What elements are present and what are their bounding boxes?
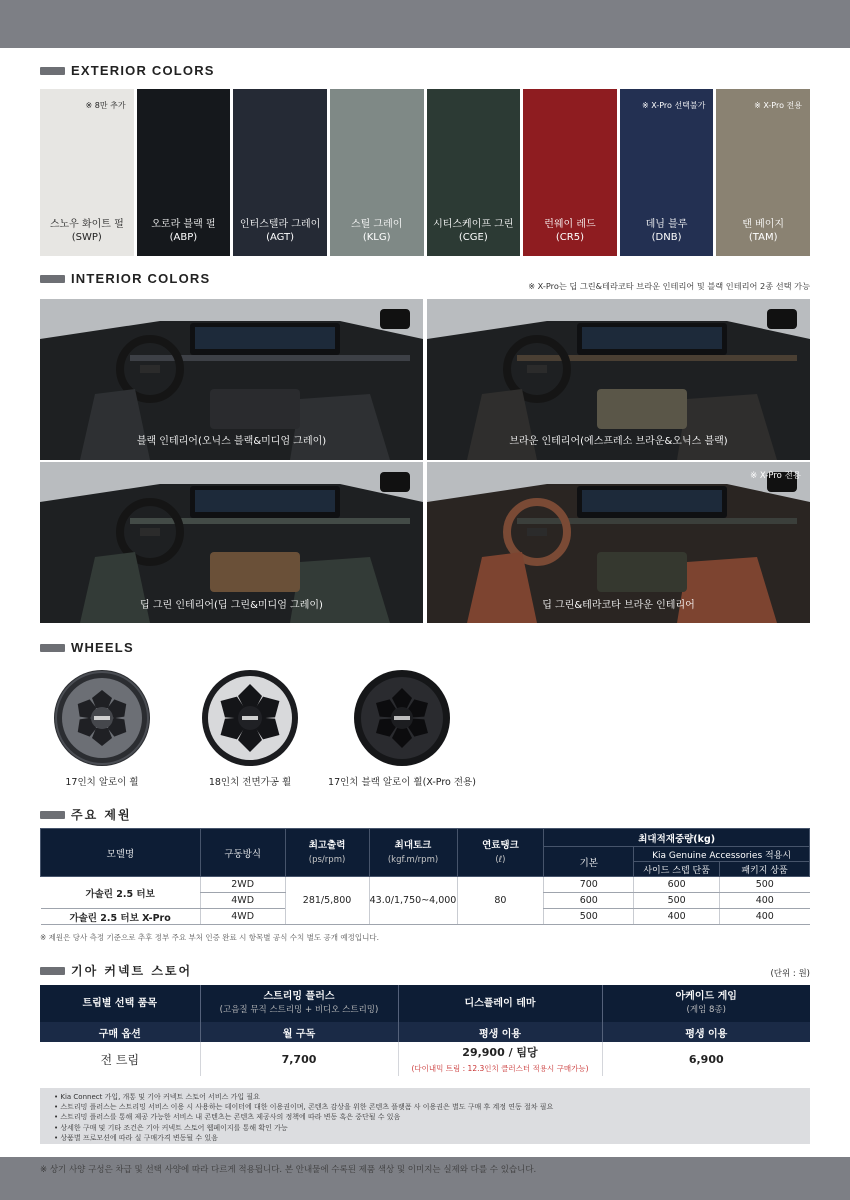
interior-photo	[40, 299, 423, 460]
note-line: • Kia Connect 가입, 개통 및 기아 커넥트 스토어 서비스 가입 필요	[54, 1093, 260, 1101]
store-header-monthly: 월 구독	[200, 1022, 398, 1042]
package-cell: 400	[720, 909, 810, 925]
header-package: 패키지 상품	[720, 862, 810, 877]
color-swatch	[620, 89, 714, 256]
wheels-section-title	[40, 640, 134, 655]
store-header-trim: 트림별 선택 품목	[40, 985, 200, 1022]
top-band	[0, 0, 850, 48]
display-price-cell: 29,900 / 팀당 (다이내믹 트림 : 12.3인치 클러스터 적용시 구매가능)	[398, 1042, 602, 1076]
wheel-18-machined-image	[190, 668, 310, 768]
swatch-name	[523, 218, 617, 244]
wheel-17-black-alloy-image	[342, 668, 462, 768]
base-cell: 700	[544, 877, 634, 893]
side-step-cell: 600	[634, 877, 720, 893]
specs-section-title	[40, 806, 132, 823]
exterior-title: EXTERIOR COLORS	[71, 63, 215, 78]
store-trim-cell: 전 트림	[100, 1052, 140, 1067]
drive-cell: 4WD	[200, 893, 285, 909]
store-header-lifetime: 평생 이용	[398, 1022, 602, 1042]
color-swatch	[233, 89, 327, 256]
side-step-cell: 400	[634, 909, 720, 925]
specs-title: 주요 제원	[71, 808, 132, 822]
interior-tag: ※ X-Pro 전용	[750, 471, 801, 481]
swatch-code: (SWP)	[71, 232, 102, 243]
interior-photo	[427, 462, 810, 623]
specs-table	[40, 828, 810, 925]
note-line: • 스트리밍 플러스를 통해 제공 가능한 서비스 내 콘텐츠는 콘텐츠 제공사의 정책에 따라 변동 혹은 중단될 수 있음	[54, 1113, 401, 1122]
package-cell: 400	[720, 893, 810, 909]
specs-note: ※ 제원은 당사 측정 기준으로 추후 정부 주요 부처 인증 완료 시 항목별 공식 수치 별도 공개 예정입니다.	[40, 933, 379, 942]
store-header-streaming: 스트리밍 플러스 (고음질 뮤직 스트리밍 + 비디오 스트리밍)	[200, 985, 398, 1022]
swatch-code: (KLG)	[362, 232, 391, 243]
header-model: 모델명	[41, 829, 201, 877]
interior-title: INTERIOR COLORS	[71, 271, 211, 286]
table-row	[40, 1042, 810, 1076]
swatch-label: 스틸 그레이	[350, 219, 403, 230]
swatch-label: 인터스텔라 그레이	[239, 219, 321, 230]
interior-grid	[40, 299, 810, 623]
side-step-cell: 500	[634, 893, 720, 909]
swatch-code: (CR5)	[555, 232, 584, 243]
swatch-label: 데님 블루	[645, 219, 688, 230]
swatch-code: (TAM)	[748, 232, 778, 243]
header-side-step: 사이드 스텝 단품	[634, 862, 720, 877]
note-line: • 상세한 구매 및 기타 조건은 기아 커넥트 스토어 웹페이지를 통해 확인 가능	[54, 1123, 288, 1132]
store-title: 기아 커넥트 스토어	[71, 964, 193, 978]
header-tank: 연료탱크 (ℓ)	[457, 829, 544, 877]
streaming-price: 7,700	[200, 1042, 398, 1076]
swatch-note: ※ 8만 추가	[85, 101, 126, 110]
table-row	[41, 877, 810, 893]
exterior-section-title	[40, 63, 215, 78]
header-drive: 구동방식	[200, 829, 285, 877]
color-swatch	[427, 89, 521, 256]
tank-cell: 80	[457, 877, 544, 925]
header-power: 최고출력 (ps/rpm)	[285, 829, 369, 877]
interior-caption: 블랙 인테리어(오닉스 블랙&미디엄 그레이)	[136, 436, 327, 447]
interior-caption: 딥 그린&테라코타 브라운 인테리어	[542, 600, 695, 611]
drive-cell: 2WD	[200, 877, 285, 893]
color-swatch	[716, 89, 810, 256]
base-cell: 600	[544, 893, 634, 909]
wheel-18-machined	[190, 668, 310, 788]
section-bar	[40, 967, 65, 975]
swatch-label: 오로라 블랙 펄	[151, 219, 216, 230]
color-swatch	[137, 89, 231, 256]
store-table	[40, 985, 810, 1076]
interior-photo	[427, 299, 810, 460]
footer-text: ※ 상기 사양 구성은 차급 및 선택 사양에 따라 다르게 적용됩니다. 본 안내물에 수록된 제품 색상 및 이미지는 실제와 다를 수 있습니다.	[40, 1165, 537, 1175]
base-cell: 500	[544, 909, 634, 925]
wheel-17-black-alloy	[328, 668, 476, 788]
footer-band	[0, 1157, 850, 1200]
header-torque: 최대토크 (kgf.m/rpm)	[369, 829, 457, 877]
store-header-lifetime: 평생 이용	[602, 1022, 810, 1042]
wheel-caption: 17인치 블랙 알로이 휠(X-Pro 전용)	[328, 777, 476, 788]
swatch-code: (CGE)	[458, 232, 488, 243]
swatch-name	[330, 218, 424, 244]
section-bar	[40, 275, 65, 283]
arcade-price: 6,900	[602, 1042, 810, 1076]
swatch-name	[716, 218, 810, 244]
swatch-code: (DNB)	[651, 232, 682, 243]
header-kga: Kia Genuine Accessories 적용시	[634, 847, 810, 862]
interior-photo	[40, 462, 423, 623]
torque-cell: 43.0/1,750~4,000	[369, 877, 457, 925]
model-cell: 가솔린 2.5 터보	[41, 877, 201, 909]
drive-cell: 4WD	[200, 909, 285, 925]
swatch-label: 런웨이 레드	[544, 219, 596, 230]
section-bar	[40, 644, 65, 652]
model-cell: 가솔린 2.5 터보 X-Pro	[41, 909, 201, 925]
color-swatch	[40, 89, 134, 256]
store-notes	[40, 1088, 810, 1144]
swatch-name	[137, 218, 231, 244]
color-swatch	[330, 89, 424, 256]
wheel-17-alloy-image	[42, 668, 162, 768]
wheel-caption: 18인치 전면가공 휠	[208, 777, 292, 788]
swatch-label: 시티스케이프 그린	[433, 219, 514, 230]
unit-label: (단위 : 원)	[770, 969, 810, 979]
store-header-arcade: 아케이드 게임 (게임 8종)	[602, 985, 810, 1022]
store-header-display: 디스플레이 테마	[398, 985, 602, 1022]
swatch-code: (ABP)	[169, 232, 198, 243]
interior-section-title	[40, 271, 210, 286]
section-bar	[40, 67, 65, 75]
power-cell: 281/5,800	[285, 877, 369, 925]
interior-note: ※ X-Pro는 딥 그린&테라코타 브라운 인테리어 및 블랙 인테리어 2종 선택 가능	[528, 281, 810, 291]
color-swatch	[523, 89, 617, 256]
swatch-label: 탠 베이지	[742, 219, 785, 230]
exterior-swatches	[40, 89, 810, 256]
header-payload: 최대적재중량(kg)	[544, 829, 810, 847]
note-line: • 상품별 프로모션에 따라 실 구매가격 변동될 수 있음	[54, 1133, 218, 1142]
swatch-name	[233, 218, 327, 244]
package-cell: 500	[720, 877, 810, 893]
store-header-purchase: 구매 옵션	[40, 1022, 200, 1042]
swatch-name	[40, 218, 134, 244]
wheel-17-alloy	[42, 668, 162, 788]
interior-caption: 딥 그린 인테리어(딥 그린&미디엄 그레이)	[140, 600, 323, 611]
header-base: 기본	[544, 847, 634, 877]
note-line: • 스트리밍 플러스는 스트리밍 서비스 이용 시 사용하는 데이터에 대한 이용권이며, 콘텐츠 감상을 위한 콘텐츠 플랫폼 사 이용권은 별도 구매 후 계정 연동 절차 필요	[54, 1103, 554, 1112]
interior-caption: 브라운 인테리어(에스프레소 브라운&오닉스 블랙)	[509, 436, 728, 447]
swatch-label: 스노우 화이트 펄	[49, 219, 124, 230]
swatch-note: ※ X-Pro 선택불가	[642, 101, 706, 110]
swatch-note: ※ X-Pro 전용	[754, 101, 802, 110]
swatch-code: (AGT)	[266, 232, 295, 243]
swatch-name	[620, 218, 714, 244]
section-bar	[40, 811, 65, 819]
swatch-name	[427, 218, 521, 244]
store-section-title	[40, 962, 192, 979]
wheels-title: WHEELS	[71, 640, 134, 655]
wheel-caption: 17인치 알로이 휠	[65, 777, 139, 788]
